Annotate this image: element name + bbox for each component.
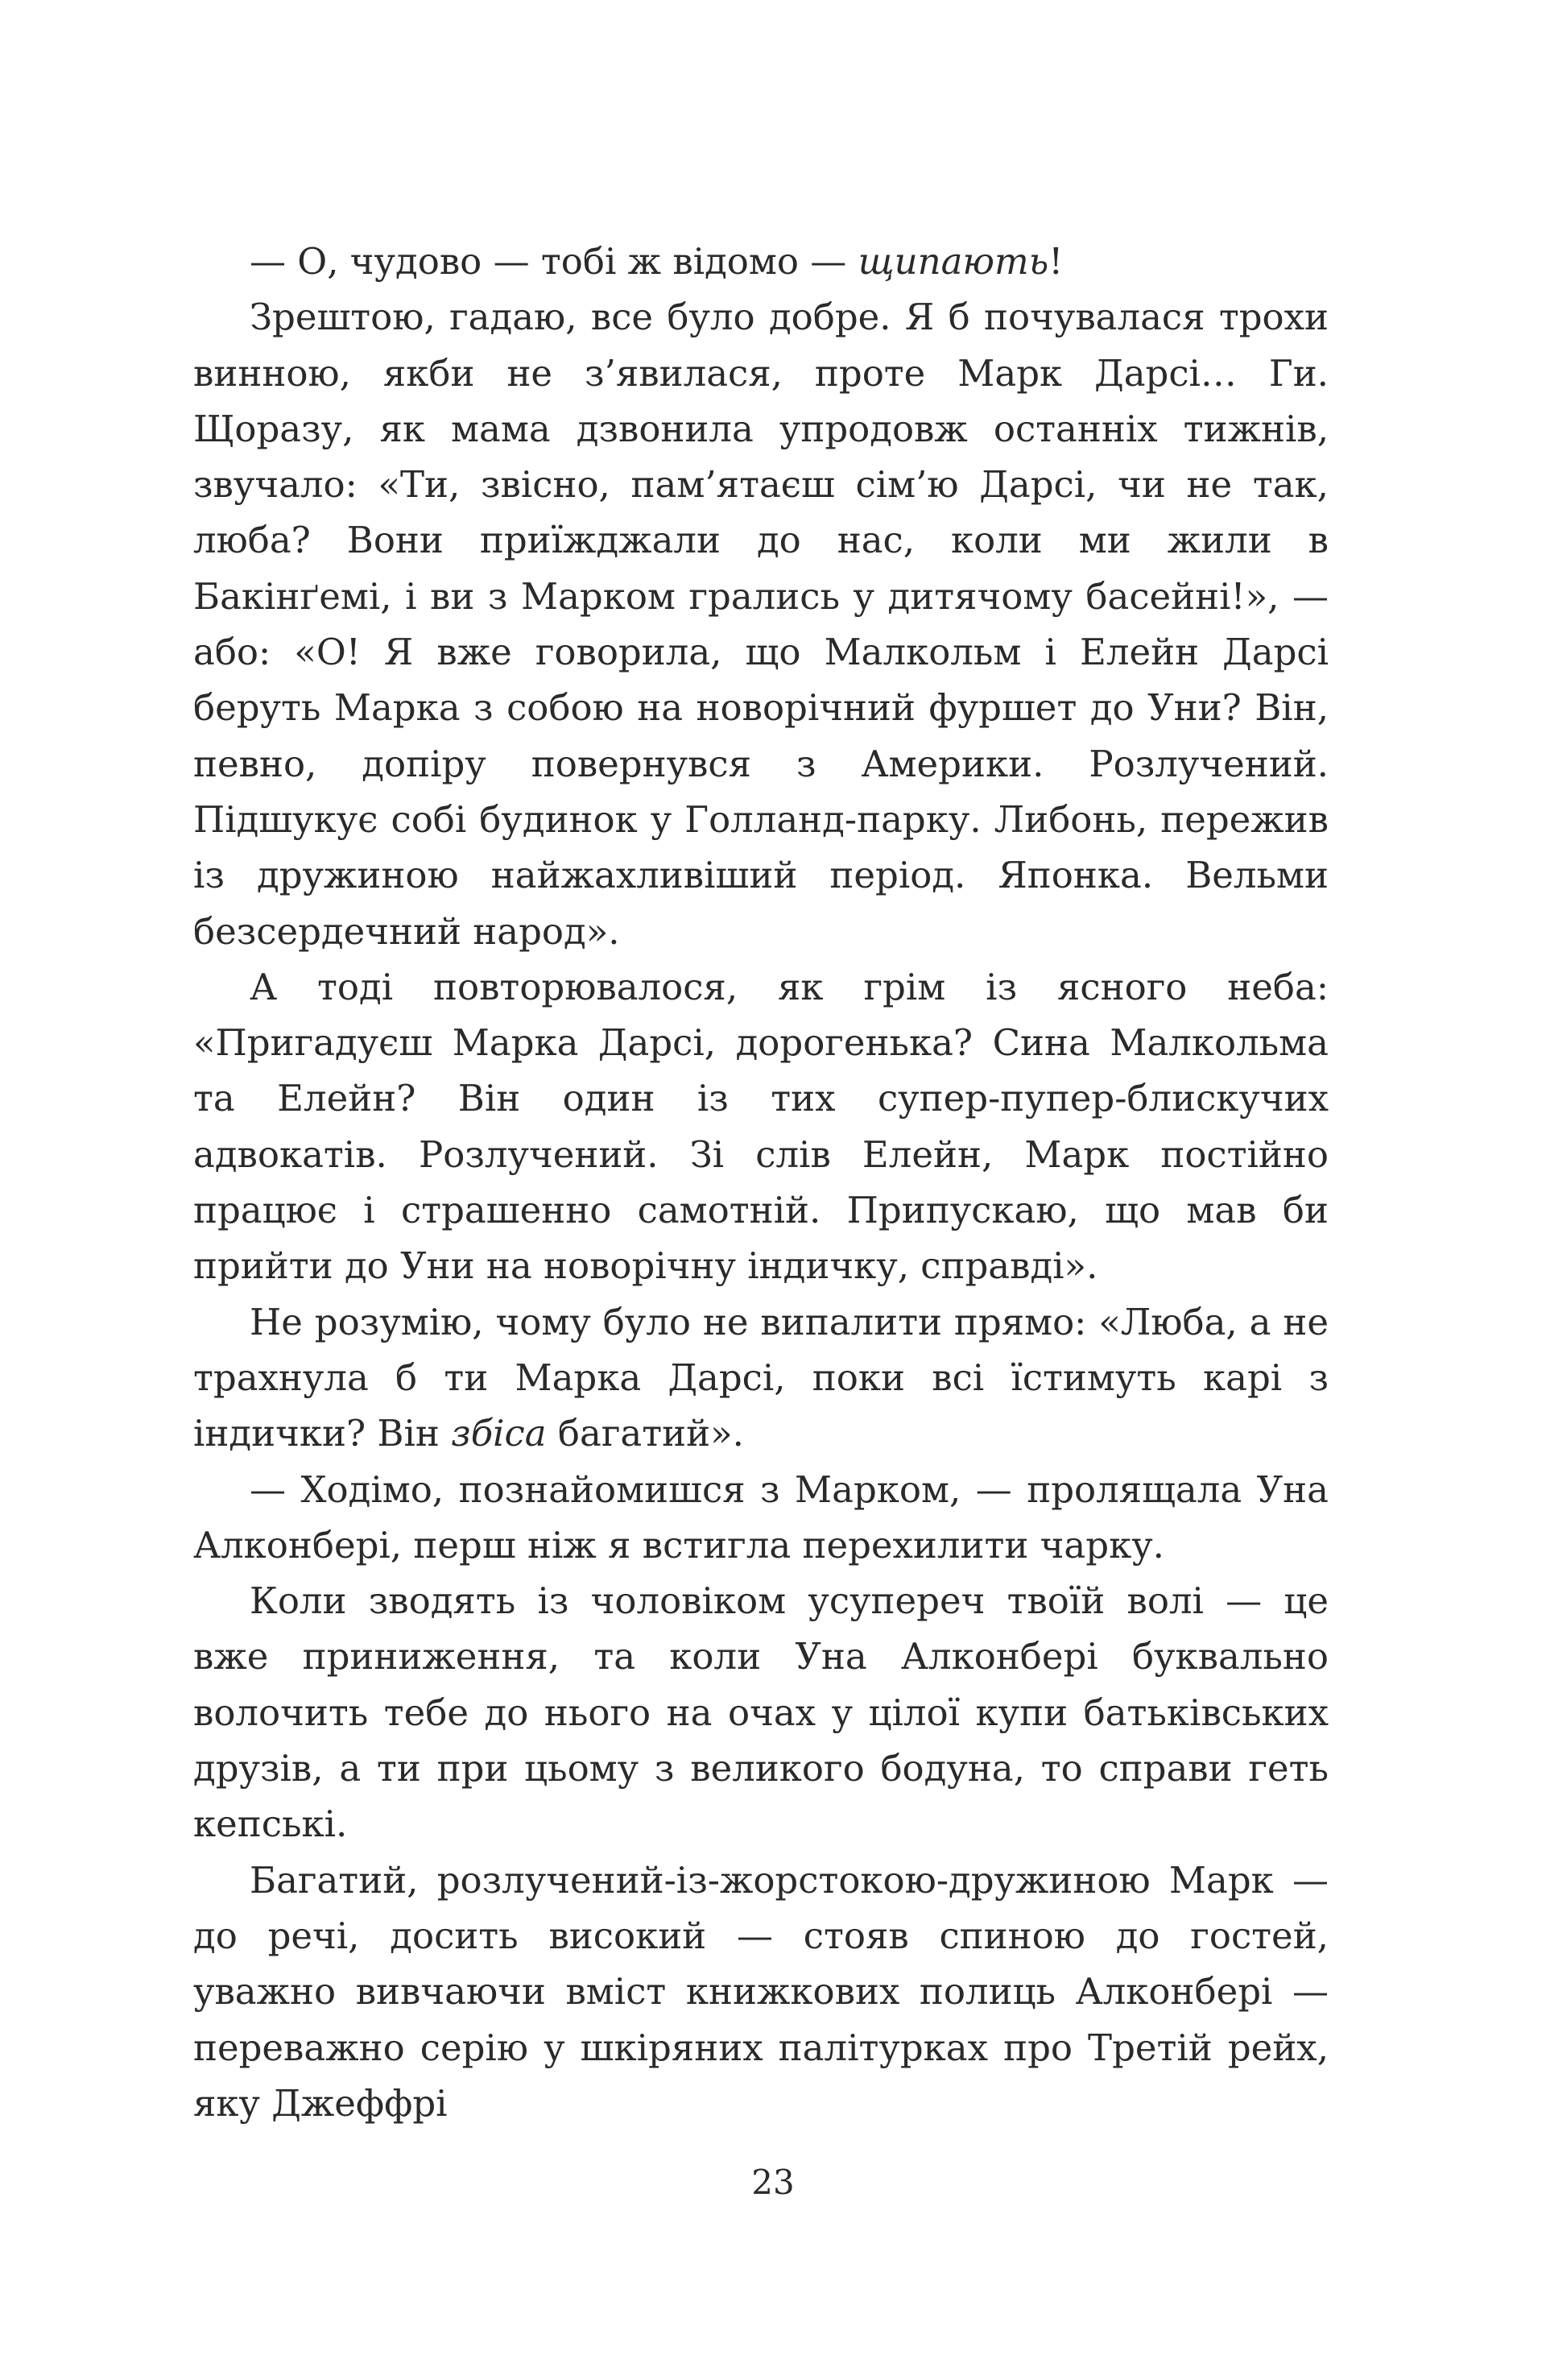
text-segment: — О, чудово — тобі ж відомо — [250,240,858,283]
text-segment: Зрештою, гадаю, все було добре. Я б почувалася трохи винною, якби не з’явилася, проте Марк Дарсі… Ги. Щоразу, як мама дзвонила упродовж останніх тижнів, звучало: «Ти, звісно, пам’ятаєш сім’ю Дарсі, чи не так, люба? Вони приїжджали до нас, коли ми жили в Бакінґемі, і ви з Марком грались у дитячому басейні!», — або: «О! Я вже говорила, що Малкольм і Елейн Дарсі беруть Марка з собою на новорічний фуршет до Уни? Він, певно, допіру повернувся з Америки. Розлучений. Підшукує собі будинок у Голланд-парку. Либонь, пережив із дружиною найжахливіший період. Японка. Вельми безсердечний народ». [193,296,1329,953]
paragraph [193,289,1329,959]
text-segment: ! [1048,240,1064,283]
paragraph [193,959,1329,1294]
paragraph [193,1852,1329,2131]
body-text [193,234,1329,2131]
text-segment: багатий». [546,1412,744,1455]
text-segment: — Ходімо, познайомишся з Марком, — пролящала Уна Алконбері, перш ніж я встигла перехилити чарку. [193,1467,1329,1567]
paragraph [193,1462,1329,1574]
italic-text: щипають [858,240,1049,283]
text-segment: Не розумію, чому було не випалити прямо: «Люба, а не трахнула б ти Марка Дарсі, поки всі їстимуть карі з індички? Він [193,1300,1329,1455]
italic-text: збіса [451,1412,547,1455]
text-segment: Коли зводять із чоловіком усупереч твоїй волі — це вже приниження, та коли Уна Алконбері буквально волочить тебе до нього на очах у цілої купи батьківських друзів, а ти при цьому з великого бодуна, то справи геть кепські. [193,1579,1329,1846]
paragraph [193,1294,1329,1462]
text-segment: А тоді повторювалося, як грім із ясного неба: «Пригадуєш Марка Дарсі, дорогенька? Сина Малкольма та Елейн? Він один із тих супер-пупер-блискучих адвокатів. Розлучений. Зі слів Елейн, Марк постійно працює і страшенно самотній. Припускаю, що мав би прийти до Уни на новорічну індичку, справді». [193,965,1329,1288]
paragraph [193,1573,1329,1852]
paragraph [193,234,1329,289]
page-number: 23 [751,2163,795,2202]
text-segment: Багатий, розлучений-із-жорстокою-дружиною Марк — до речі, досить високий — стояв спиною до гостей, уважно вивчаючи вміст книжкових полиць Алконбері — переважно серію у шкіряних палітурках про Третій рейх, яку Джеффрі [193,1858,1329,2125]
